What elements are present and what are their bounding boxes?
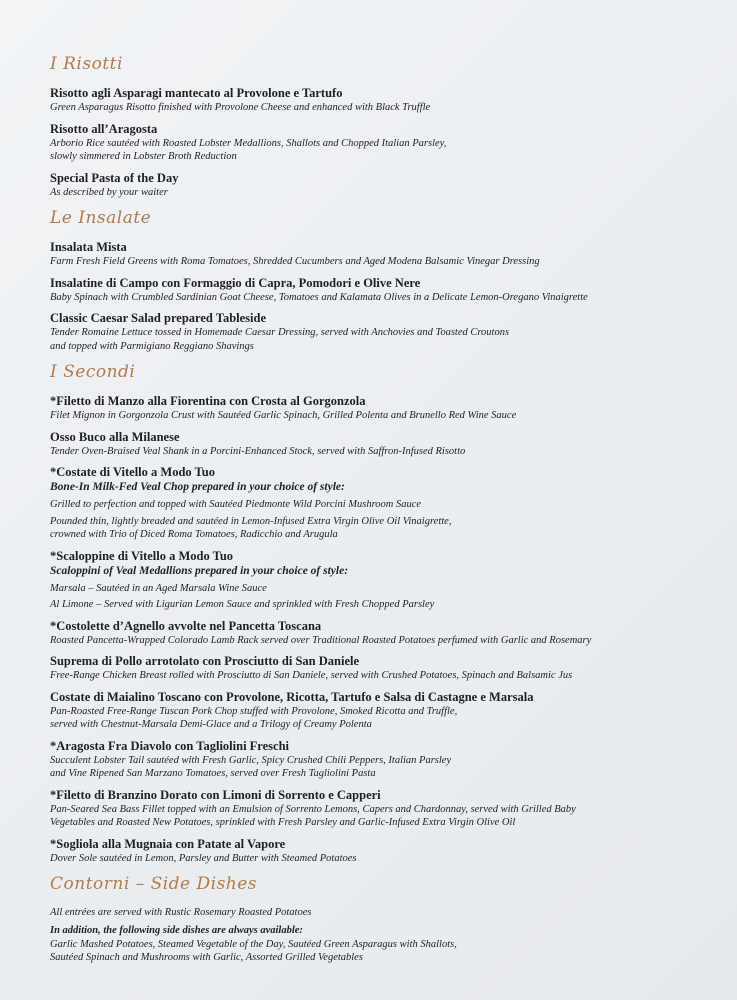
- contorni-note-bold: In addition, the following side dishes are always available:: [50, 924, 303, 936]
- contorni-side-list: Garlic Mashed Potatoes, Steamed Vegetable of the Day, Sautéed Green Asparagus with Shallots,: [50, 938, 457, 950]
- item-name: Risotto all’Aragosta: [50, 121, 158, 136]
- item-name: *Filetto di Branzino Dorato con Limoni di Sorrento e Capperi: [50, 787, 381, 802]
- item-description: Vegetables and Roasted New Potatoes, sprinkled with Fresh Parsley and Garlic-Infused Extra Virgin Olive Oil: [50, 817, 516, 828]
- item-name: Insalata Mista: [50, 240, 127, 254]
- item-name: Costate di Maialino Toscano con Provolone, Ricotta, Tartufo e Salsa di Castagne e Marsala: [50, 689, 534, 704]
- item-description: Tender Romaine Lettuce tossed in Homemade Caesar Dressing, served with Anchovies and Toasted Croutons: [50, 327, 510, 338]
- menu-item: [50, 549, 720, 612]
- item-subheading: Bone-In Milk-Fed Veal Chop prepared in your choice of style:: [50, 481, 345, 493]
- contorni-side-list: Sautéed Spinach and Mushrooms with Garlic, Assorted Grilled Vegetables: [50, 952, 363, 963]
- item-description: Succulent Lobster Tail sautéed with Fresh Garlic, Spicy Crushed Chili Peppers, Italian Parsley: [50, 754, 452, 766]
- item-description: slowly simmered in Lobster Broth Reduction: [50, 151, 237, 162]
- menu-item: [50, 240, 720, 269]
- section-title-risotti: I Risotti: [50, 54, 123, 74]
- item-option: crowned with Trio of Diced Roma Tomatoes, Radicchio and Arugula: [50, 529, 338, 540]
- section-title-contorni: Contorni – Side Dishes: [50, 874, 258, 894]
- item-description: Free-Range Chicken Breast rolled with Prosciutto di San Daniele, served with Crushed Potatoes, Spinach and Balsamic Jus: [50, 670, 573, 681]
- item-option: Al Limone – Served with Ligurian Lemon Sauce and sprinkled with Fresh Chopped Parsley: [50, 599, 435, 610]
- item-name: *Aragosta Fra Diavolo con Tagliolini Freschi: [50, 738, 290, 753]
- menu-item: [50, 690, 720, 732]
- contorni-note: All entrées are served with Rustic Rosemary Roasted Potatoes: [50, 907, 312, 918]
- menu-item: [50, 788, 720, 830]
- item-name: *Costate di Vitello a Modo Tuo: [50, 465, 215, 479]
- section-title-insalate: Le Insalate: [50, 208, 152, 228]
- item-description: and Vine Ripened San Marzano Tomatoes, served over Fresh Tagliolini Pasta: [50, 768, 376, 779]
- item-description: Green Asparagus Risotto finished with Provolone Cheese and enhanced with Black Truffle: [50, 102, 431, 113]
- item-name: Risotto agli Asparagi mantecato al Provolone e Tartufo: [50, 86, 343, 100]
- item-name: *Costolette d’Agnello avvolte nel Pancetta Toscana: [50, 618, 322, 633]
- item-description: and topped with Parmigiano Reggiano Shavings: [50, 340, 254, 352]
- item-description: Tender Oven-Braised Veal Shank in a Porcini-Enhanced Stock, served with Saffron-Infused Risotto: [50, 445, 466, 457]
- item-description: Dover Sole sautéed in Lemon, Parsley and Butter with Steamed Potatoes: [50, 852, 357, 864]
- menu-page: [50, 52, 720, 965]
- item-description: As described by your waiter: [50, 186, 168, 198]
- item-description: Arborio Rice sautéed with Roasted Lobster Medallions, Shallots and Chopped Italian Parsley,: [50, 137, 447, 149]
- section-title-secondi: I Secondi: [50, 362, 136, 382]
- item-name: *Filetto di Manzo alla Fiorentina con Crosta al Gorgonzola: [50, 394, 366, 408]
- item-description: served with Chestnut-Marsala Demi-Glace and a Trilogy of Creamy Polenta: [50, 719, 372, 730]
- item-description: Pan-Roasted Free-Range Tuscan Pork Chop stuffed with Provolone, Smoked Ricotta and Truffle,: [50, 705, 458, 717]
- item-description: Pan-Seared Sea Bass Fillet topped with an Emulsion of Sorrento Lemons, Capers and Chardonnay, served with Grilled Baby: [50, 803, 576, 815]
- item-name: Classic Caesar Salad prepared Tableside: [50, 311, 267, 325]
- menu-item: [50, 739, 720, 781]
- item-name: Special Pasta of the Day: [50, 170, 179, 185]
- menu-item: [50, 394, 720, 423]
- item-name: *Sogliola alla Mugnaia con Patate al Vapore: [50, 836, 286, 851]
- menu-item: [50, 430, 720, 459]
- item-name: Insalatine di Campo con Formaggio di Capra, Pomodori e Olive Nere: [50, 275, 421, 290]
- item-option: Marsala – Sautéed in an Aged Marsala Wine Sauce: [50, 582, 267, 594]
- item-description: Baby Spinach with Crumbled Sardinian Goat Cheese, Tomatoes and Kalamata Olives in a Delicate Lemon-Oregano Vinaigrette: [50, 291, 588, 303]
- item-name: Suprema di Pollo arrotolato con Prosciutto di San Daniele: [50, 654, 360, 668]
- menu-item: [50, 122, 720, 164]
- item-subheading: Scaloppini of Veal Medallions prepared in your choice of style:: [50, 564, 349, 577]
- menu-item: [50, 276, 720, 305]
- menu-item: [50, 654, 720, 683]
- item-description: Roasted Pancetta-Wrapped Colorado Lamb Rack served over Traditional Roasted Potatoes perfumed with Garlic and Rosemary: [50, 634, 592, 646]
- item-description: Filet Mignon in Gorgonzola Crust with Sautéed Garlic Spinach, Grilled Polenta and Brunello Red Wine Sauce: [50, 410, 517, 421]
- menu-item: [50, 619, 720, 648]
- menu-item: [50, 465, 720, 542]
- item-name: Osso Buco alla Milanese: [50, 429, 180, 444]
- menu-item: [50, 837, 720, 866]
- item-option: Grilled to perfection and topped with Sautéed Piedmonte Wild Porcini Mushroom Sauce: [50, 499, 422, 510]
- item-name: *Scaloppine di Vitello a Modo Tuo: [50, 548, 234, 563]
- menu-item: [50, 171, 720, 200]
- item-option: Pounded thin, lightly breaded and sautéed in Lemon-Infused Extra Virgin Olive Oil Vinaigrette,: [50, 515, 452, 527]
- item-description: Farm Fresh Field Greens with Roma Tomatoes, Shredded Cucumbers and Aged Modena Balsamic Vinegar Dressing: [50, 256, 540, 267]
- menu-item: [50, 311, 720, 353]
- menu-item: [50, 86, 720, 115]
